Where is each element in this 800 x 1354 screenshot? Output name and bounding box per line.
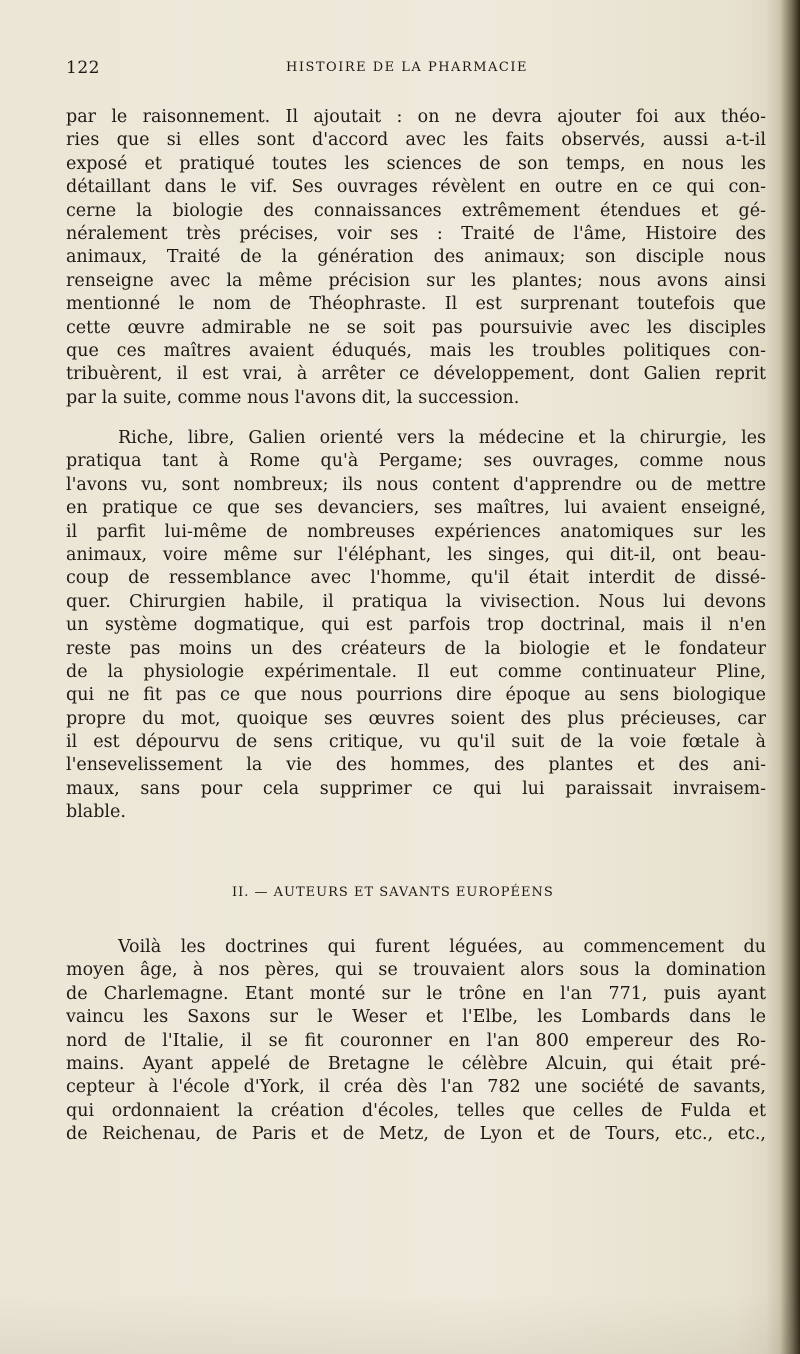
- text-line: de Reichenau, de Paris et de Metz, de Lyon et de Tours, etc., etc.,: [66, 1124, 766, 1145]
- text-line: mentionné le nom de Théophraste. Il est surprenant toutefois que: [66, 294, 766, 315]
- text-line: il parfit lui-même de nombreuses expériences anatomiques sur les: [66, 521, 766, 542]
- section-heading: II. — AUTEURS ET SAVANTS EUROPÉENS: [232, 885, 554, 900]
- paragraph-2: [66, 427, 766, 825]
- text-line: détaillant dans le vif. Ses ouvrages révèlent en outre en ce qui con-: [66, 177, 766, 198]
- text-line: cerne la biologie des connaissances extrêmement étendues et gé-: [66, 200, 766, 221]
- text-line: que ces maîtres avaient éduqués, mais les troubles politiques con-: [66, 340, 766, 361]
- text-line: quer. Chirurgien habile, il pratiqua la vivisection. Nous lui devons: [66, 591, 766, 612]
- text-line: l'ensevelissement la vie des hommes, des plantes et des ani-: [66, 755, 766, 776]
- text-line: un système dogmatique, qui est parfois trop doctrinal, mais il n'en: [66, 615, 766, 636]
- text-line: qui ordonnaient la création d'écoles, telles que celles de Fulda et: [66, 1100, 766, 1121]
- text-line: blable.: [66, 802, 126, 823]
- paragraph-1: [66, 106, 766, 410]
- text-line: néralement très précises, voir ses : Traité de l'âme, Histoire des: [66, 223, 766, 244]
- text-line: nord de l'Italie, il se fit couronner en l'an 800 empereur des Ro-: [66, 1030, 766, 1051]
- text-line: reste pas moins un des créateurs de la biologie et le fondateur: [66, 638, 766, 659]
- text-line: il est dépourvu de sens critique, vu qu'il suit de la voie fœtale à: [66, 732, 766, 753]
- text-line: Voilà les doctrines qui furent léguées, au commencement du: [118, 937, 766, 957]
- text-line: renseigne avec la même précision sur les plantes; nous avons ainsi: [66, 270, 766, 291]
- paragraph-3: [66, 936, 766, 1147]
- text-line: par la suite, comme nous l'avons dit, la succession.: [66, 387, 520, 408]
- text-line: animaux, Traité de la génération des animaux; son disciple nous: [66, 247, 766, 268]
- text-line: Riche, libre, Galien orienté vers la médecine et la chirurgie, les: [118, 428, 766, 448]
- text-line: de la physiologie expérimentale. Il eut comme continuateur Pline,: [66, 661, 766, 682]
- text-line: coup de ressemblance avec l'homme, qu'il était interdit de dissé-: [66, 568, 766, 589]
- page-number: 122: [66, 58, 100, 78]
- text-line: l'avons vu, sont nombreux; ils nous content d'apprendre ou de mettre: [66, 474, 766, 495]
- text-line: animaux, voire même sur l'éléphant, les singes, qui dit-il, ont beau-: [66, 544, 766, 565]
- text-line: pratiqua tant à Rome qu'à Pergame; ses ouvrages, comme nous: [66, 451, 766, 472]
- page-bottom-shade: [0, 1294, 800, 1354]
- text-line: propre du mot, quoique ses œuvres soient des plus précieuses, car: [66, 708, 766, 729]
- page-header: [66, 58, 764, 84]
- text-line: ries que si elles sont d'accord avec les faits observés, aussi a-t-il: [66, 130, 766, 151]
- text-line: de Charlemagne. Etant monté sur le trône en l'an 771, puis ayant: [66, 983, 766, 1004]
- text-line: exposé et pratiqué toutes les sciences de son temps, en nous les: [66, 153, 766, 174]
- text-line: mains. Ayant appelé de Bretagne le célèbre Alcuin, qui était pré-: [66, 1053, 766, 1074]
- text-line: vaincu les Saxons sur le Weser et l'Elbe, les Lombards dans le: [66, 1007, 766, 1028]
- text-line: tribuèrent, il est vrai, à arrêter ce développement, dont Galien reprit: [66, 364, 766, 385]
- running-title: HISTOIRE DE LA PHARMACIE: [286, 60, 528, 75]
- text-line: en pratique ce que ses devanciers, ses maîtres, lui avaient enseigné,: [66, 498, 766, 519]
- text-line: qui ne fit pas ce que nous pourrions dire époque au sens biologique: [66, 685, 766, 706]
- text-line: cepteur à l'école d'York, il créa dès l'an 782 une société de savants,: [66, 1077, 766, 1098]
- text-line: maux, sans pour cela supprimer ce qui lui paraissait invraisem-: [66, 778, 766, 799]
- text-line: par le raisonnement. Il ajoutait : on ne devra ajouter foi aux théo-: [66, 107, 766, 127]
- text-line: moyen âge, à nos pères, qui se trouvaient alors sous la domination: [66, 960, 766, 981]
- text-line: cette œuvre admirable ne se soit pas poursuivie avec les disciples: [66, 317, 766, 338]
- page-binding-edge: [766, 0, 800, 1354]
